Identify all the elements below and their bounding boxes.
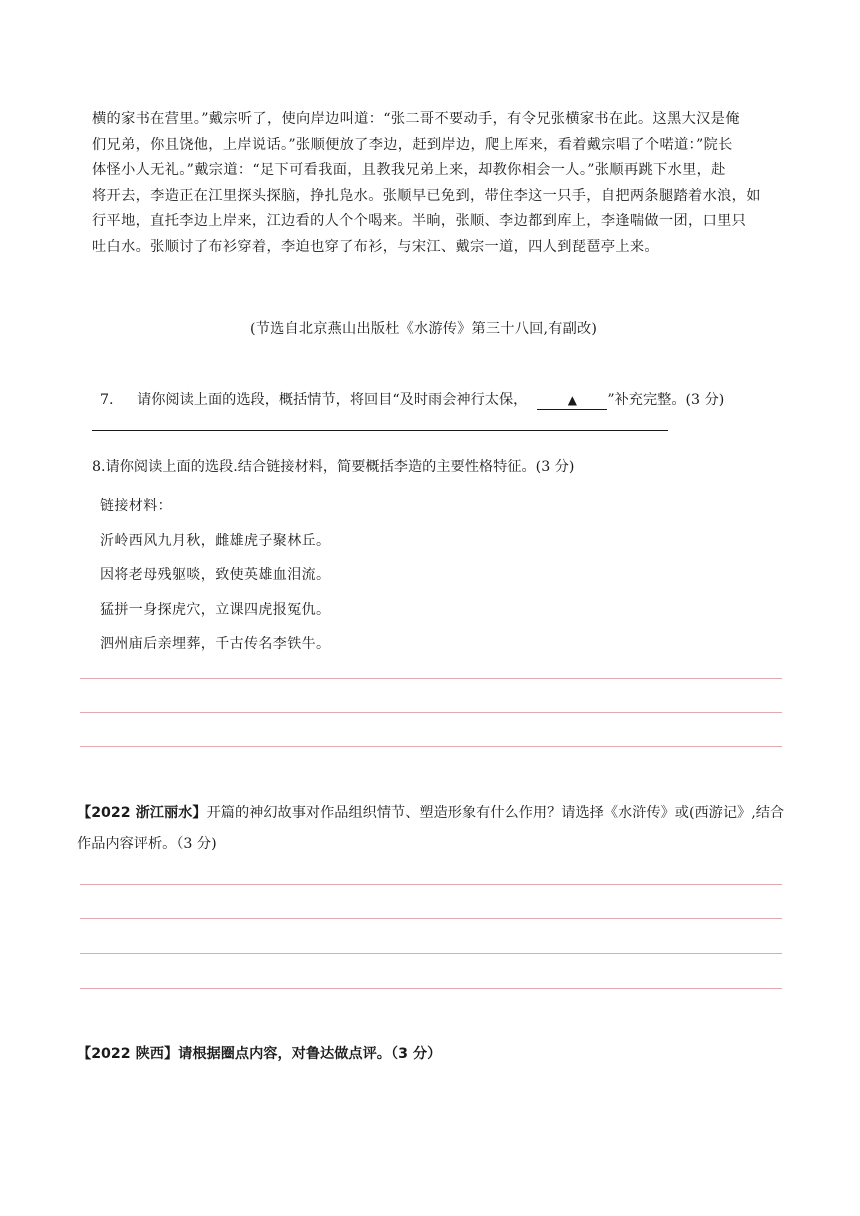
poem-line: 沂岭西风九月秋，雌雄虎子聚林丘。 <box>100 532 331 549</box>
question-shaanxi: 【2022 陕西】请根据圈点内容，对鲁达做点评。（3 分） <box>77 1046 442 1062</box>
poem-line: 泗州庙后亲埋葬，千古传名李铁牛。 <box>100 636 331 652</box>
question-source-tag: 【2022 浙江丽水】 <box>77 805 207 821</box>
passage-source: (节选自北京燕山出版杜《水游传》第三十八回,有副改) <box>250 321 598 337</box>
passage-line: 们兄弟，你且饶他，上岸说话。”张顺便放了李边，赶到岸边，爬上厍来，看着戴宗唱了个喏道：”院长 <box>92 136 733 153</box>
question-number: 7. <box>100 392 114 408</box>
passage-line: 横的家书在营里。”戴宗听了，使向岸边叫道：“张二哥不要动手，有令兄张横家书在此。这黑大汉是俺 <box>92 111 740 127</box>
answer-line[interactable] <box>80 746 782 747</box>
passage-line: 体怪小人无礼。”戴宗道：“足下可看我面，且教我兄弟上来，却教你相会一人。”张顺再跳下水里，赴 <box>92 162 726 179</box>
poem-line: 猛拼一身探虎穴，立课四虎报冤仇。 <box>100 601 331 618</box>
question-lishui-text: 开篇的神幻故事对作品组织情节、塑造形象有什么作用？请选择《水浒传》或(西游记》,结合作品内容评析。（3 分) <box>77 805 785 852</box>
reading-passage <box>92 107 782 261</box>
answer-line[interactable] <box>80 884 782 885</box>
answer-line[interactable] <box>80 953 782 954</box>
question-lishui <box>77 798 787 860</box>
fill-blank[interactable] <box>537 392 607 410</box>
linked-material <box>100 489 330 662</box>
material-label: 链接材料： <box>100 498 172 514</box>
poem-line: 因将老母残躯啖，致使英雄血泪流。 <box>100 567 331 583</box>
answer-line[interactable] <box>80 678 782 679</box>
answer-line[interactable] <box>80 712 782 713</box>
answer-line[interactable] <box>80 918 782 919</box>
question-7 <box>100 389 724 410</box>
question-7-text-end: ”补充完整。(3 分) <box>607 392 725 408</box>
answer-line[interactable] <box>92 430 668 431</box>
question-8: 8.请你阅读上面的选段.结合链接材料，简要概括李造的主要性格特征。(3 分) <box>92 459 575 475</box>
answer-line[interactable] <box>80 988 782 989</box>
triangle-icon: ▲ <box>567 393 577 407</box>
passage-line: 吐白水。张顺讨了布衫穿着，李迫也穿了布衫，与宋江、戴宗一道，四人到琵琶亭上来。 <box>92 238 659 255</box>
question-7-text: 请你阅读上面的选段，概括情节，将回目“及时雨会神行太保， <box>137 392 528 408</box>
passage-line: 将开去，李造正在江里探头探脑，挣扎凫水。张顺早已免到，带住李这一只手，自把两条腿踏着水浪，如 <box>92 187 761 204</box>
passage-line: 行平地，直托李边上岸来，江边看的人个个喝来。半晌，张顺、李边都到库上，李逢喘做一团，口里只 <box>92 213 747 230</box>
